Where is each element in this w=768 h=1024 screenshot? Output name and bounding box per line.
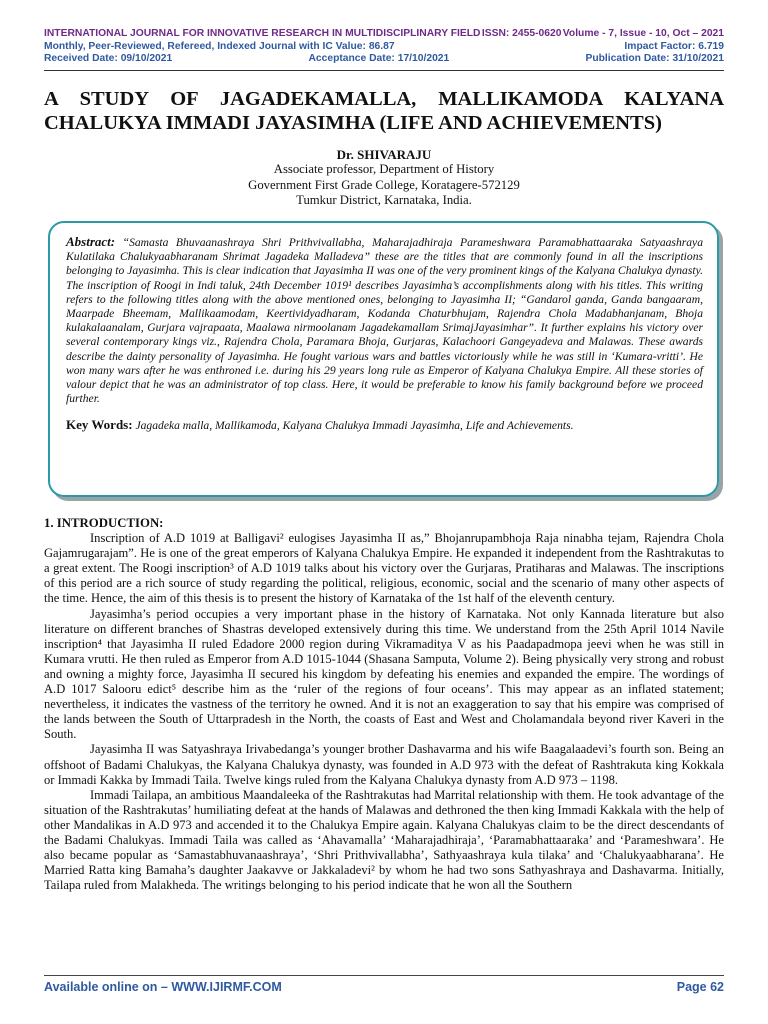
journal-type: Monthly, Peer-Reviewed, Refereed, Indexed Journal with IC Value: 86.87 xyxy=(44,40,395,52)
website-link[interactable]: Available online on – WWW.IJIRMF.COM xyxy=(44,980,282,994)
keywords-line xyxy=(66,418,703,433)
author-district: Tumkur District, Karnataka, India. xyxy=(296,192,472,207)
journal-header xyxy=(44,28,724,66)
publication-date: Publication Date: 31/10/2021 xyxy=(585,53,724,64)
section-heading: 1. INTRODUCTION: xyxy=(44,516,164,530)
acceptance-date: Acceptance Date: 17/10/2021 xyxy=(308,53,450,64)
page-footer xyxy=(44,980,724,994)
journal-name: INTERNATIONAL JOURNAL FOR INNOVATIVE RESEARCH IN MULTIDISCIPLINARY FIELD xyxy=(44,28,481,39)
body-paragraph: Inscription of A.D 1019 at Balligavi² eulogises Jayasimha II as,” Bhojanrupambhoja Raja ninabha tejam, Rajendra Chola Gajamrugarajam”. He is one of the great emperors of Kalyana Chalukya Empire. He expanded it independent from the Rashtrakutas to a great extent. The Roogi inscription³ of A.D 1019 talks about his victory over the Gurjaras, Pratiharas and Malawas. The inscriptions of this period are a rich source of study regarding the political, religious, economic, social and the scenario of many other aspects of the time. Hence, the aim of this thesis is to present the history of Karnataka of the 1st half of the eleventh century. xyxy=(44,531,724,606)
author-name: Dr. SHIVARAJU xyxy=(336,147,432,162)
issn: ISSN: 2455-0620 xyxy=(481,28,562,39)
abstract-paragraph xyxy=(66,235,703,406)
body-paragraph: Immadi Tailapa, an ambitious Maandaleeka of the Rashtrakutas had Marrital relationship with them. He took advantage of the situation of the Rashtrakutas’ humiliating defeat at the hands of Malawas and dethroned the then king Immadi Kakkala with the help of other Mandalikas in A.D 973 and accended it to the Chalukya Empire again. Kalyana Chalukyas claim to be the direct descendants of the Badami Chalukyas. Immadi Taila was called as ‘Ahavamalla’ ‘Maharajadhiraja’, ‘Paramabhattaaraka’ and ‘Parameshwara’. He also became popular as ‘Samastabhuvanaashraya’, ‘Shri Prithvivallabha’, Sathyaashraya kula tilaka’ and ‘Chalukyaabharana’. He Married Ratta king Bamaha’s daughter Jaakavve or Jakkaladevi² by whom he had two sons Sathyashraya and Dashavarma. Initially, Tailapa ruled from Malakheda. The writings belonging to his period indicate that he won all the Southern xyxy=(44,787,724,893)
received-date: Received Date: 09/10/2021 xyxy=(44,53,173,64)
body-paragraph: Jayasimha II was Satyashraya Irivabedanga’s younger brother Dashavarma and his wife Baagalaadevi’s fourth son. Being an offshoot of Badami Chalukyas, the Kalyana Chalukya dynasty, was founded in A.D 973 with the defeat of Rashtrakuta king Kokkala or Immadi Kakka by Immadi Taila. Twelve kings ruled from the Kalyana Chalukya dynasty from A.D 973 – 1198. xyxy=(44,742,724,787)
header-divider xyxy=(44,70,724,71)
keywords-label: Key Words: xyxy=(66,417,133,433)
abstract-text: “Samasta Bhuvaanashraya Shri Prithvivallabha, Maharajadhiraja Parameshwara Paramabhattaaraka Satyaashraya Kulatilaka Chalukyaabharanam Shrimat Jagadeka Malladeva” these are the titles that are commonly found in all the inscriptions belonging to Jayasimha. This is clear indication that Jayasimha II was one of the very prominent kings of the Kalyana Chalukya dynasty. The inscription of Roogi in Indi taluk, 24th December 1019¹ describes Jayasimha’s accomplishments along with his titles. This writing refers to the following titles along with the above mentioned ones, belonging to Jayasimha II; “Gandarol ganda, Ganda bangaaram, Maarpade Bheemam, Mallikaamodam, Keertividyadharam, Kodanda Chaturbhujam, Rajendra Chola Madabhanjanam, Bhoja kulakalaanalam, Gurjara vajrapaata, Maalawa nirmoolanam Jagadekamallam SrimajJayasimhar”. It further explains his victory over several contemporary kings viz., Rajendra Chola, Paramara Bhoja, Gurjaras, Kalachoori Gangeyadeva and Malawas. These awards describe the dainty personality of Jayasimha. He fought various wars and battles victoriously while he was still in ‘Kumara-vritti’. He won many wars after he was enthroned i.e. during his 29 years long rule as Emperor of Kalyana Chalukya Empire. All these stories of valour depict that he was an administrator of top class. Here, it would be preferable to know his family background before we proceed further. xyxy=(66,236,703,406)
page-number: Page 62 xyxy=(676,980,724,994)
keywords-text: Jagadeka malla, Mallikamoda, Kalyana Chalukya Immadi Jayasimha, Life and Achievements. xyxy=(135,419,574,433)
volume-issue: Volume - 7, Issue - 10, Oct – 2021 xyxy=(562,28,724,39)
footer-divider xyxy=(44,975,724,976)
article-title: A STUDY OF JAGADEKAMALLA, MALLIKAMODA KALYANA CHALUKYA IMMADI JAYASIMHA (LIFE AND ACHIEVEMENTS) xyxy=(44,88,724,134)
body-paragraph: Jayasimha’s period occupies a very important phase in the history of Karnataka. Not only Kannada literature but also literature on different branches of Shastras developed extensively during this time. We understand from the 25th April 1014 Navile inscription⁴ that Jayasimha II ruled Edadore 2000 region during Vikramaditya V as his Paadapadmopa jeevi when he was still in Kumara vrutti. He then ruled as Emperor from A.D 1015-1044 (Shasana Samputa, Volume 2). Being physically very strong and robust and owning a mighty force, Jayasimha II secured his kingdom by defeating his enemies and expanded the empire. The wordings of A.D 1017 Salooru edict⁵ describe him as the ‘ruler of the regions of four oceans’. This may appear as an inflated statement; nevertheless, it indicates the vastness of the territory he owned. And it is not an exaggeration to say that his empire was comprised of the lands between the South of Uttarpradesh in the North, the coasts of East and West and Cholamandala beyond river Kaveri in the South. xyxy=(44,606,724,742)
header-row-1 xyxy=(44,28,724,41)
header-row-2 xyxy=(44,41,724,54)
header-row-3 xyxy=(44,53,724,66)
author-college: Government First Grade College, Koratagere-572129 xyxy=(248,177,520,192)
impact-factor: Impact Factor: 6.719 xyxy=(624,40,724,52)
abstract-label: Abstract: xyxy=(66,234,116,249)
author-position: Associate professor, Department of History xyxy=(273,162,495,177)
article-body xyxy=(44,516,724,893)
author-block xyxy=(44,147,724,208)
abstract-box xyxy=(48,221,719,497)
